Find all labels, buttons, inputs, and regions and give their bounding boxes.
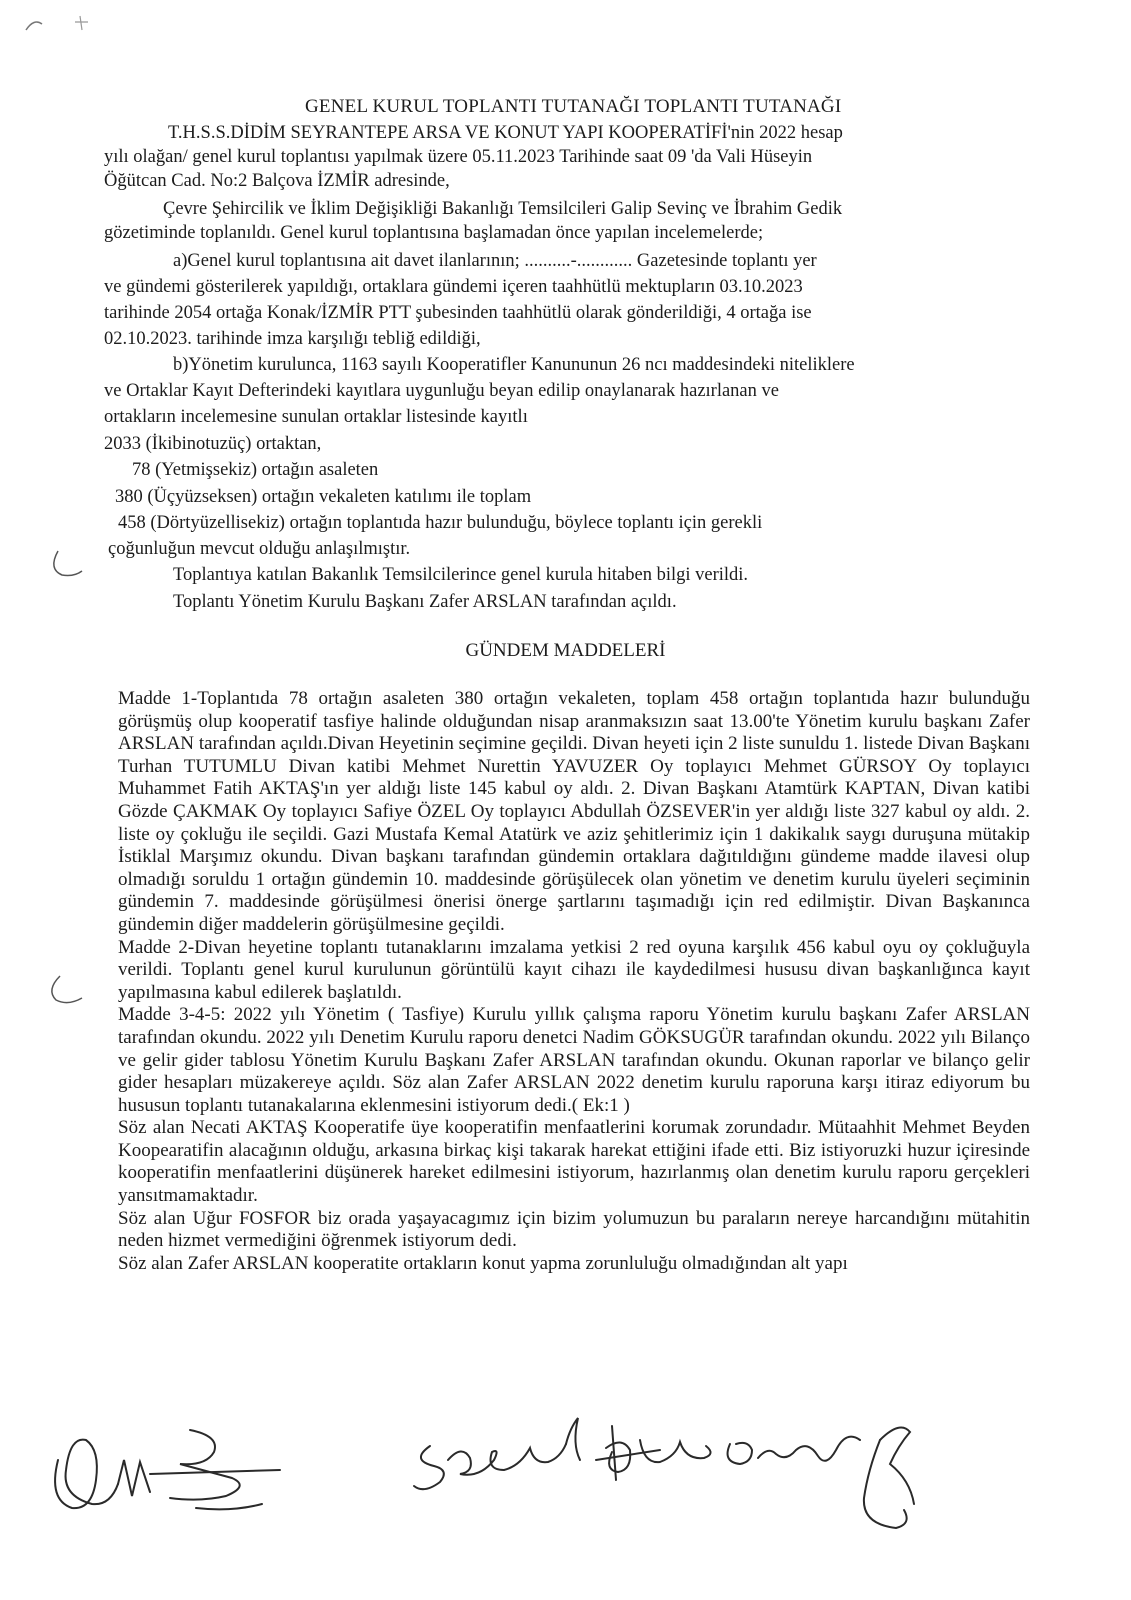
- intro-line: b)Yönetim kurulunca, 1163 sayılı Kooperatifler Kanununun 26 ncı maddesindeki niteliklere: [173, 355, 855, 375]
- intro-line: 78 (Yetmişsekiz) ortağın asaleten: [132, 460, 379, 480]
- intro-line: a)Genel kurul toplantısına ait davet ilanlarının; ..........-............ Gazetesinde toplantı yer: [173, 251, 817, 271]
- agenda-item: Madde 3-4-5: 2022 yılı Yönetim ( Tasfiye) Kurulu yıllık çalışma raporu Yönetim kurulu başkanı Zafer ARSLAN tarafından okundu. 2022 yılı Denetim Kurulu raporu denetci Nadim GÖKSUGÜR tarafından okundu. 2022 yılı Bilanço ve gelir gider tablosu Yönetim Kurulu Başkanı Zafer ARSLAN tarafından okundu. Okunan raporlar ve bilanço gelir gider hesapları müzakereye açıldı. Söz alan Zafer ARSLAN 2022 denetim kurulu raporuna karşı itiraz ediyorum bu hususun toplantı tutanakalarına eklenmesini istiyorum dedi.( Ek:1 ): [118, 1004, 1030, 1116]
- intro-line: T.H.S.S.DİDİM SEYRANTEPE ARSA VE KONUT YAPI KOOPERATİFİ'nin 2022 hesap: [168, 123, 843, 143]
- intro-line: çoğunluğun mevcut olduğu anlaşılmıştır.: [108, 539, 411, 559]
- agenda-items: [118, 688, 1030, 1275]
- document-title: GENEL KURUL TOPLANTI TUTANAĞI TOPLANTI TUTANAĞI: [305, 96, 842, 117]
- intro-line: ortakların incelemesine sunulan ortaklar listesinde kayıtlı: [104, 407, 528, 427]
- agenda-item: Söz alan Uğur FOSFOR biz orada yaşayacagımız için bizim yolumuzun bu paraların nereye harcandığını mütahitin neden hizmet vermediğini öğrenmek istiyorum dedi.: [118, 1207, 1030, 1252]
- intro-line: ve Ortaklar Kayıt Defterindeki kayıtlara uygunluğu beyan edilip onaylanarak hazırlanan ve: [104, 381, 779, 401]
- intro-line: yılı olağan/ genel kurul toplantısı yapılmak üzere 05.11.2023 Tarihinde saat 09 'da Vali Hüseyin: [104, 147, 813, 167]
- punch-mark: [40, 545, 90, 585]
- intro-line: Öğütcan Cad. No:2 Balçova İZMİR adresinde,: [104, 171, 450, 191]
- intro-line: 2033 (İkibinotuzüç) ortaktan,: [104, 434, 322, 454]
- corner-scribble-mark: [20, 10, 90, 40]
- intro-line: tarihinde 2054 ortağa Konak/İZMİR PTT şubesinden taahhütlü olarak gönderildiği, 4 ortağa ise: [104, 303, 812, 323]
- punch-mark: [38, 970, 88, 1010]
- intro-line: Çevre Şehircilik ve İklim Değişikliği Bakanlığı Temsilcileri Galip Sevinç ve İbrahim Gedik: [163, 199, 843, 219]
- agenda-item: Madde 2-Divan heyetine toplantı tutanaklarını imzalama yetkisi 2 red oyuna karşılık 456 kabul oyu oy çokluğuyla verildi. Toplantı genel kurul kurulunun görüntülü kayıt cihazı ile kaydedilmesi hususu divan başkanlığınca kayıt yapılmasına kabul edilerek başlatıldı.: [118, 936, 1030, 1003]
- intro-line: 458 (Dörtyüzellisekiz) ortağın toplantıda hazır bulunduğu, böylece toplantı için gerekli: [118, 513, 763, 533]
- agenda-heading: GÜNDEM MADDELERİ: [465, 640, 666, 661]
- intro-line: ve gündemi gösterilerek yapıldığı, ortaklara gündemi içeren taahhütlü mektupların 03.10.2023: [104, 277, 803, 297]
- intro-line: Toplantı Yönetim Kurulu Başkanı Zafer ARSLAN tarafından açıldı.: [173, 592, 677, 612]
- agenda-item: Söz alan Necati AKTAŞ Kooperatife üye kooperatifin menfaatlerini korumak zorundadır. Mütaahhit Mehmet Beyden Koopearatifin alacağının olduğu, arkasına birkaç kişi takarak harekat ettiğini ifade etti. Biz istiyoruzki huzur içiresinde kooperatifin menfaatlerini düşünerek hareket edilmesini istiyorum, hazırlanmış olan denetim kurulu raporu gerçekleri yansıtmamaktadır.: [118, 1117, 1030, 1207]
- intro-line: 02.10.2023. tarihinde imza karşılığı tebliğ edildiği,: [104, 329, 481, 349]
- intro-line: Toplantıya katılan Bakanlık Temsilcilerince genel kurula hitaben bilgi verildi.: [173, 565, 749, 585]
- intro-line: 380 (Üçyüzseksen) ortağın vekaleten katılımı ile toplam: [115, 487, 532, 507]
- agenda-item: Madde 1-Toplantıda 78 ortağın asaleten 380 ortağın vekaleten, toplam 458 ortağın toplantıda hazır bulunduğu görüşmüş olup kooperatif tasfiye halinde olduğundan nisap aranmaksızın saat 13.00'te Yönetim kurulu başkanı Zafer ARSLAN tarafından açıldı.Divan Heyetinin seçimine geçildi. Divan heyeti için 2 liste sunuldu 1. listede Divan Başkanı Turhan TUTUMLU Divan katibi Mehmet Nurettin YAVUZER Oy toplayıcı Mehmet GÜRSOY Oy toplayıcı Muhammet Fatih AKTAŞ'ın yer aldığı liste 145 kabul oy aldı. 2. Divan Başkanı Atamtürk KAPTAN, Divan katibi Gözde ÇAKMAK Oy toplayıcı Safiye ÖZEL Oy toplayıcı Abdullah ÖZSEVER'in yer aldığı liste 327 kabul oy aldı. 2. liste oy çokluğu ile seçildi. Gazi Mustafa Kemal Atatürk ve aziz şehitlerimiz için 1 dakikalık saygı duruşuna mütakip İstiklal Marşımız okundu. Divan başkanı tarafından gündemin ortaklara dağıtıldığını gündeme madde ilavesi olup olmadığı soruldu 1 ortağın gündemin 10. maddesinde görüşülecek olan yönetim ve denetim kurulu üyeleri seçiminin gündemin 7. maddesinde görüşülmesi önerisi önerge şartlarını taşımadığı için red edilmiştir. Divan Başkanınca gündemin diğer maddelerin görüşülmesine geçildi.: [118, 688, 1030, 935]
- intro-line: gözetiminde toplanıldı. Genel kurul toplantısına başlamadan önce yapılan incelemelerde;: [104, 223, 764, 243]
- agenda-item: Söz alan Zafer ARSLAN kooperatite ortakların konut yapma zorunluluğu olmadığından alt yapı: [118, 1252, 848, 1274]
- signatures-image: [0, 1400, 1131, 1600]
